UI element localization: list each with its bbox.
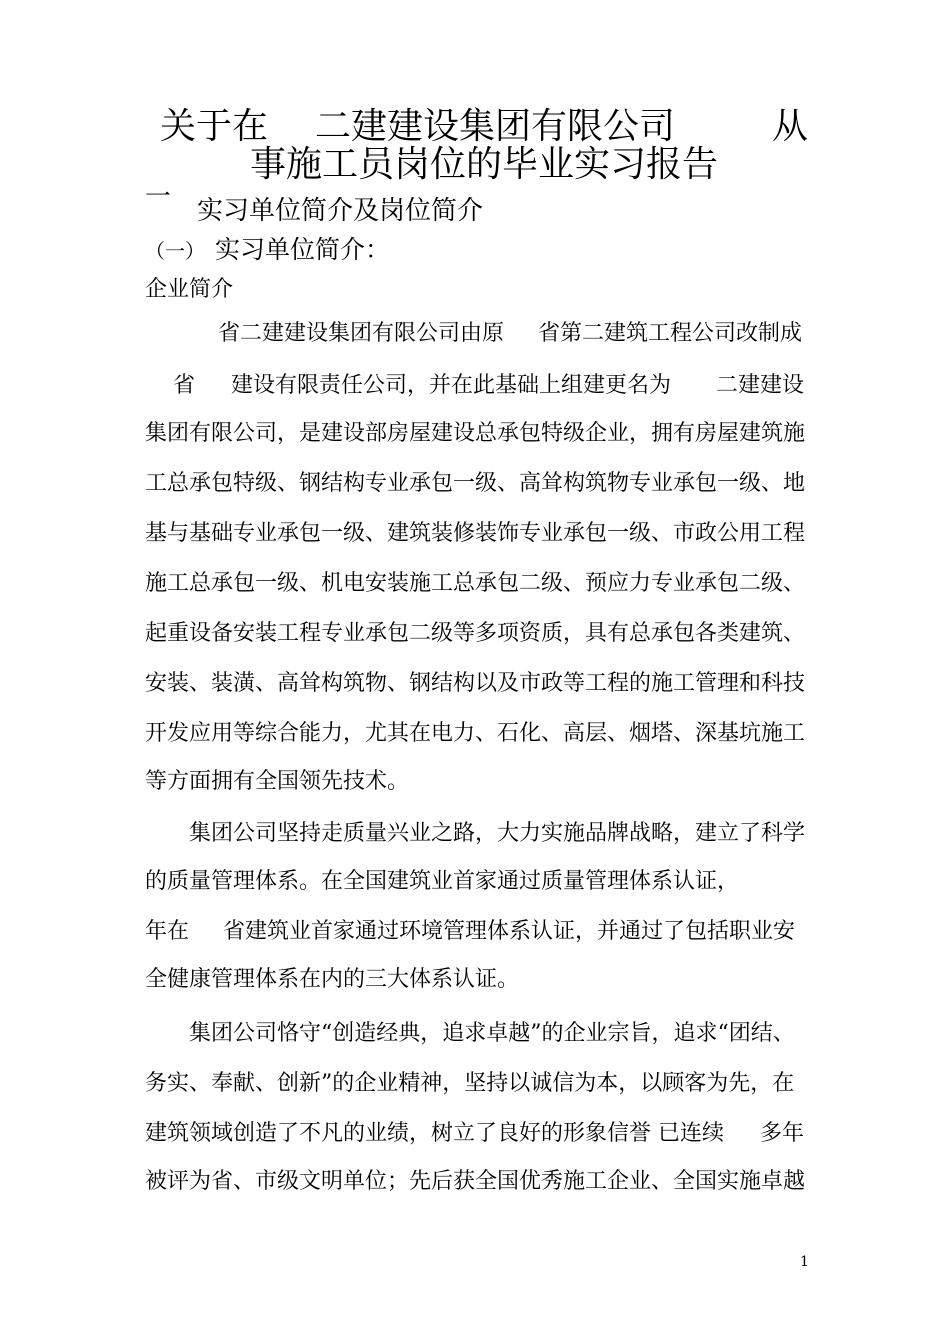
paragraph-line: 集团公司恪守“创造经典，追求卓越”的企业宗旨，追求“团结、	[189, 1021, 795, 1046]
paragraph-line: 的质量管理体系。在全国建筑业首家通过质量管理体系认证，	[145, 869, 740, 894]
paragraph-line: 务实、奉献、创新”的企业精神，坚持以诚信为本，以顾客为先，在	[145, 1071, 795, 1096]
text-segment: 省二建建设集团有限公司由原	[218, 321, 505, 346]
paragraph-line	[145, 1116, 805, 1146]
subsection-heading	[145, 230, 390, 266]
paragraph-line	[145, 368, 805, 398]
section-number: 一	[145, 182, 172, 212]
title-segment: 从	[772, 106, 809, 147]
paragraph-line: 安装、装潢、高耸构筑物、钢结构以及市政等工程的施工管理和科技	[145, 671, 806, 696]
subsection-number: （一）	[145, 239, 205, 263]
title-segment: 关于在	[160, 106, 269, 147]
paragraph-line: 被评为省、市级文明单位；先后获全国优秀施工企业、全国实施卓越	[145, 1169, 806, 1194]
subsection-title: 实习单位简介：	[215, 235, 391, 264]
paragraph-line: 基与基础专业承包一级、建筑装修装饰专业承包一级、市政公用工程	[145, 521, 806, 546]
document-title-line-2: 事施工员岗位的毕业实习报告	[250, 144, 719, 185]
section-title: 实习单位简介及岗位简介	[197, 196, 484, 226]
paragraph-line: 施工总承包一级、机电安装施工总承包二级、预应力专业承包二级、	[145, 571, 806, 596]
paragraph-line: 开发应用等综合能力，尤其在电力、石化、高层、烟塔、深基坑施工	[145, 721, 806, 746]
text-segment: 建设有限责任公司，并在此基础上组建更名为	[231, 373, 672, 398]
paragraph-line: 工总承包特级、钢结构专业承包一级、高耸构筑物专业承包一级、地	[145, 471, 806, 496]
paragraph-line	[145, 914, 805, 944]
paragraph-line: 起重设备安装工程专业承包二级等多项资质，具有总承包各类建筑、	[145, 621, 806, 646]
paragraph-line: 集团公司坚持走质量兴业之路，大力实施品牌战略，建立了科学	[189, 821, 806, 846]
subheading-company-intro: 企业简介	[145, 277, 234, 302]
page-number: 1	[800, 1254, 809, 1270]
text-segment: 年在	[145, 919, 190, 944]
title-segment: 二建建设集团有限公司	[315, 106, 676, 147]
text-segment: 省建筑业首家通过环境管理体系认证，并通过了包括职业安	[223, 919, 796, 944]
text-segment: 省第二建筑工程公司改制成	[538, 321, 803, 346]
text-segment: 省	[173, 373, 196, 398]
text-segment: 建筑领域创造了不凡的业绩，树立了良好的形象信誉	[145, 1121, 652, 1146]
text-segment: 多年	[760, 1121, 805, 1146]
paragraph-line: 全健康管理体系在内的三大体系认证。	[145, 967, 520, 992]
paragraph-line: 集团有限公司，是建设部房屋建设总承包特级企业，拥有房屋建筑施	[145, 421, 806, 446]
paragraph-line	[145, 316, 805, 346]
text-segment: 已连续	[658, 1121, 725, 1146]
text-segment: 二建建设	[716, 373, 805, 398]
paragraph-line: 等方面拥有全国领先技术。	[145, 769, 410, 794]
